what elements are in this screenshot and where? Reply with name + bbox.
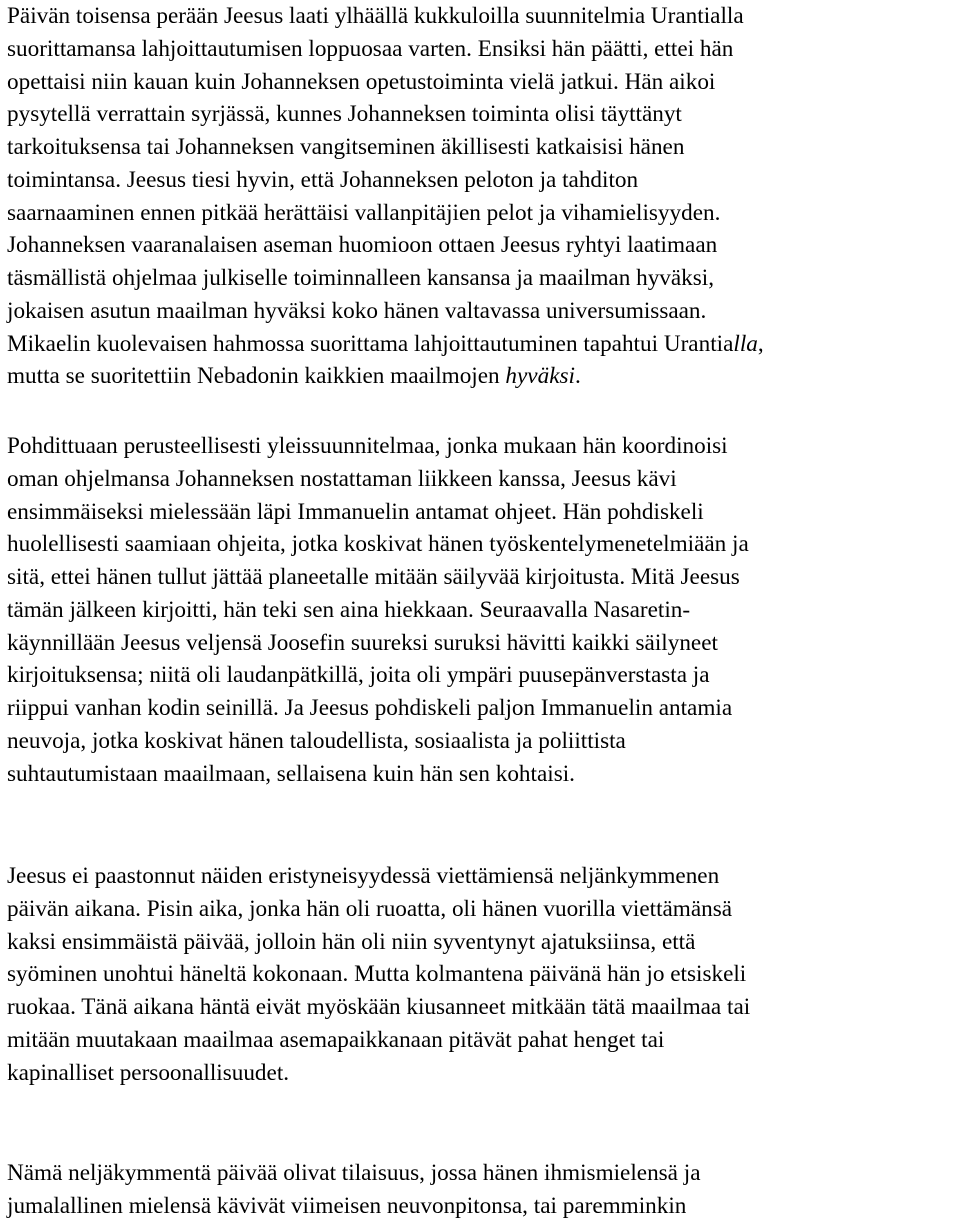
text-line: [7, 360, 764, 393]
text-line: mitään muutakaan maailmaa asemapaikkanaan pitävät pahat henget tai: [7, 1026, 665, 1053]
text-line: riippui vanhan kodin seinillä. Ja Jeesus pohdiskeli paljon Immanuelin antamia: [7, 695, 733, 721]
text-line: tämän jälkeen kirjoitti, hän teki sen aina hiekkaan. Seuraavalla Nasaretin-: [7, 596, 691, 623]
text-line: huolellisesti saamiaan ohjeita, jotka koskivat hänen työskentelymenetelmiään ja: [7, 531, 749, 558]
text-line: päivän aikana. Pisin aika, jonka hän oli ruoatta, oli hänen vuorilla viettämänsä: [7, 895, 733, 922]
text-segment: mutta se suoritettiin Nebadonin kaikkien maailmojen: [7, 363, 506, 390]
text-line: Päivän toisensa perään Jeesus laati ylhäällä kukkuloilla suunnitelmia Urantialla: [7, 3, 744, 29]
text-line: ensimmäiseksi mielessään läpi Immanuelin antamat ohjeet. Hän pohdiskeli: [7, 498, 704, 525]
text-line: Jeesus ei paastonnut näiden eristyneisyydessä viettämiensä neljänkymmenen: [7, 863, 720, 889]
text-segment: Mikaelin kuolevaisen hahmossa suorittama lahjoittautuminen tapahtui Urantia: [7, 330, 734, 357]
text-line: Pohdittuaan perusteellisesti yleissuunnitelmaa, jonka mukaan hän koordinoisi: [7, 433, 728, 459]
text-line: kapinalliset persoonallisuudet.: [7, 1059, 290, 1086]
paragraph-1: [7, 0, 764, 393]
paragraph-3: [7, 860, 750, 1089]
text-segment: .: [574, 363, 581, 390]
text-line: Nämä neljäkymmentä päivää olivat tilaisuus, jossa hänen ihmismielensä ja: [7, 1160, 701, 1186]
paragraph-2: [7, 430, 749, 790]
text-line: oman ohjelmansa Johanneksen nostattaman liikkeen kanssa, Jeesus kävi: [7, 465, 677, 492]
text-line: saarnaaminen ennen pitkää herättäisi vallanpitäjien pelot ja vihamielisyyden.: [7, 199, 721, 226]
text-line: suhtautumistaan maailmaan, sellaisena kuin hän sen kohtaisi.: [7, 760, 575, 787]
text-line: ruokaa. Tänä aikana häntä eivät myöskään kiusanneet mitkään tätä maailmaa tai: [7, 994, 751, 1020]
text-line: tarkoituksensa tai Johanneksen vangitseminen äkillisesti katkaisisi hänen: [7, 134, 685, 160]
text-line: opettaisi niin kauan kuin Johanneksen opetustoiminta vielä jatkui. Hän aikoi: [7, 68, 716, 95]
text-line: syöminen unohtui häneltä kokonaan. Mutta kolmantena päivänä hän jo etsiskeli: [7, 961, 747, 988]
text-line: jokaisen asutun maailman hyväksi koko hänen valtavassa universumissaan.: [7, 297, 707, 324]
text-line: [7, 328, 764, 361]
italic-text: lla: [733, 330, 758, 357]
text-line: neuvoja, jotka koskivat hänen taloudellista, sosiaalista ja poliittista: [7, 727, 626, 754]
italic-text: hyväksi: [505, 363, 575, 390]
text-line: käynnillään Jeesus veljensä Joosefin suureksi suruksi hävitti kaikki säilyneet: [7, 629, 718, 656]
text-line: sitä, ettei hänen tullut jättää planeetalle mitään säilyvää kirjoitusta. Mitä Jeesus: [7, 564, 740, 590]
text-segment: ,: [757, 330, 764, 357]
text-line: kaksi ensimmäistä päivää, jolloin hän oli niin syventynyt ajatuksiinsa, että: [7, 928, 696, 955]
text-line: täsmällistä ohjelmaa julkiselle toiminnalleen kansansa ja maailman hyväksi,: [7, 265, 715, 291]
text-line: toimintansa. Jeesus tiesi hyvin, että Johanneksen peloton ja tahditon: [7, 166, 639, 193]
text-line: pysytellä verrattain syrjässä, kunnes Johanneksen toiminta olisi täyttänyt: [7, 101, 682, 128]
text-line: Johanneksen vaaranalaisen aseman huomioon ottaen Jeesus ryhtyi laatimaan: [7, 232, 718, 259]
text-line: jumalallinen mielensä kävivät viimeisen neuvonpitonsa, tai paremminkin: [7, 1192, 687, 1219]
text-line: suorittamansa lahjoittautumisen loppuosaa varten. Ensiksi hän päätti, ettei hän: [7, 35, 734, 62]
text-line: kirjoituksensa; niitä oli laudanpätkillä, joita oli ympäri puusepänverstasta ja: [7, 662, 710, 689]
paragraph-4: [7, 1157, 701, 1223]
